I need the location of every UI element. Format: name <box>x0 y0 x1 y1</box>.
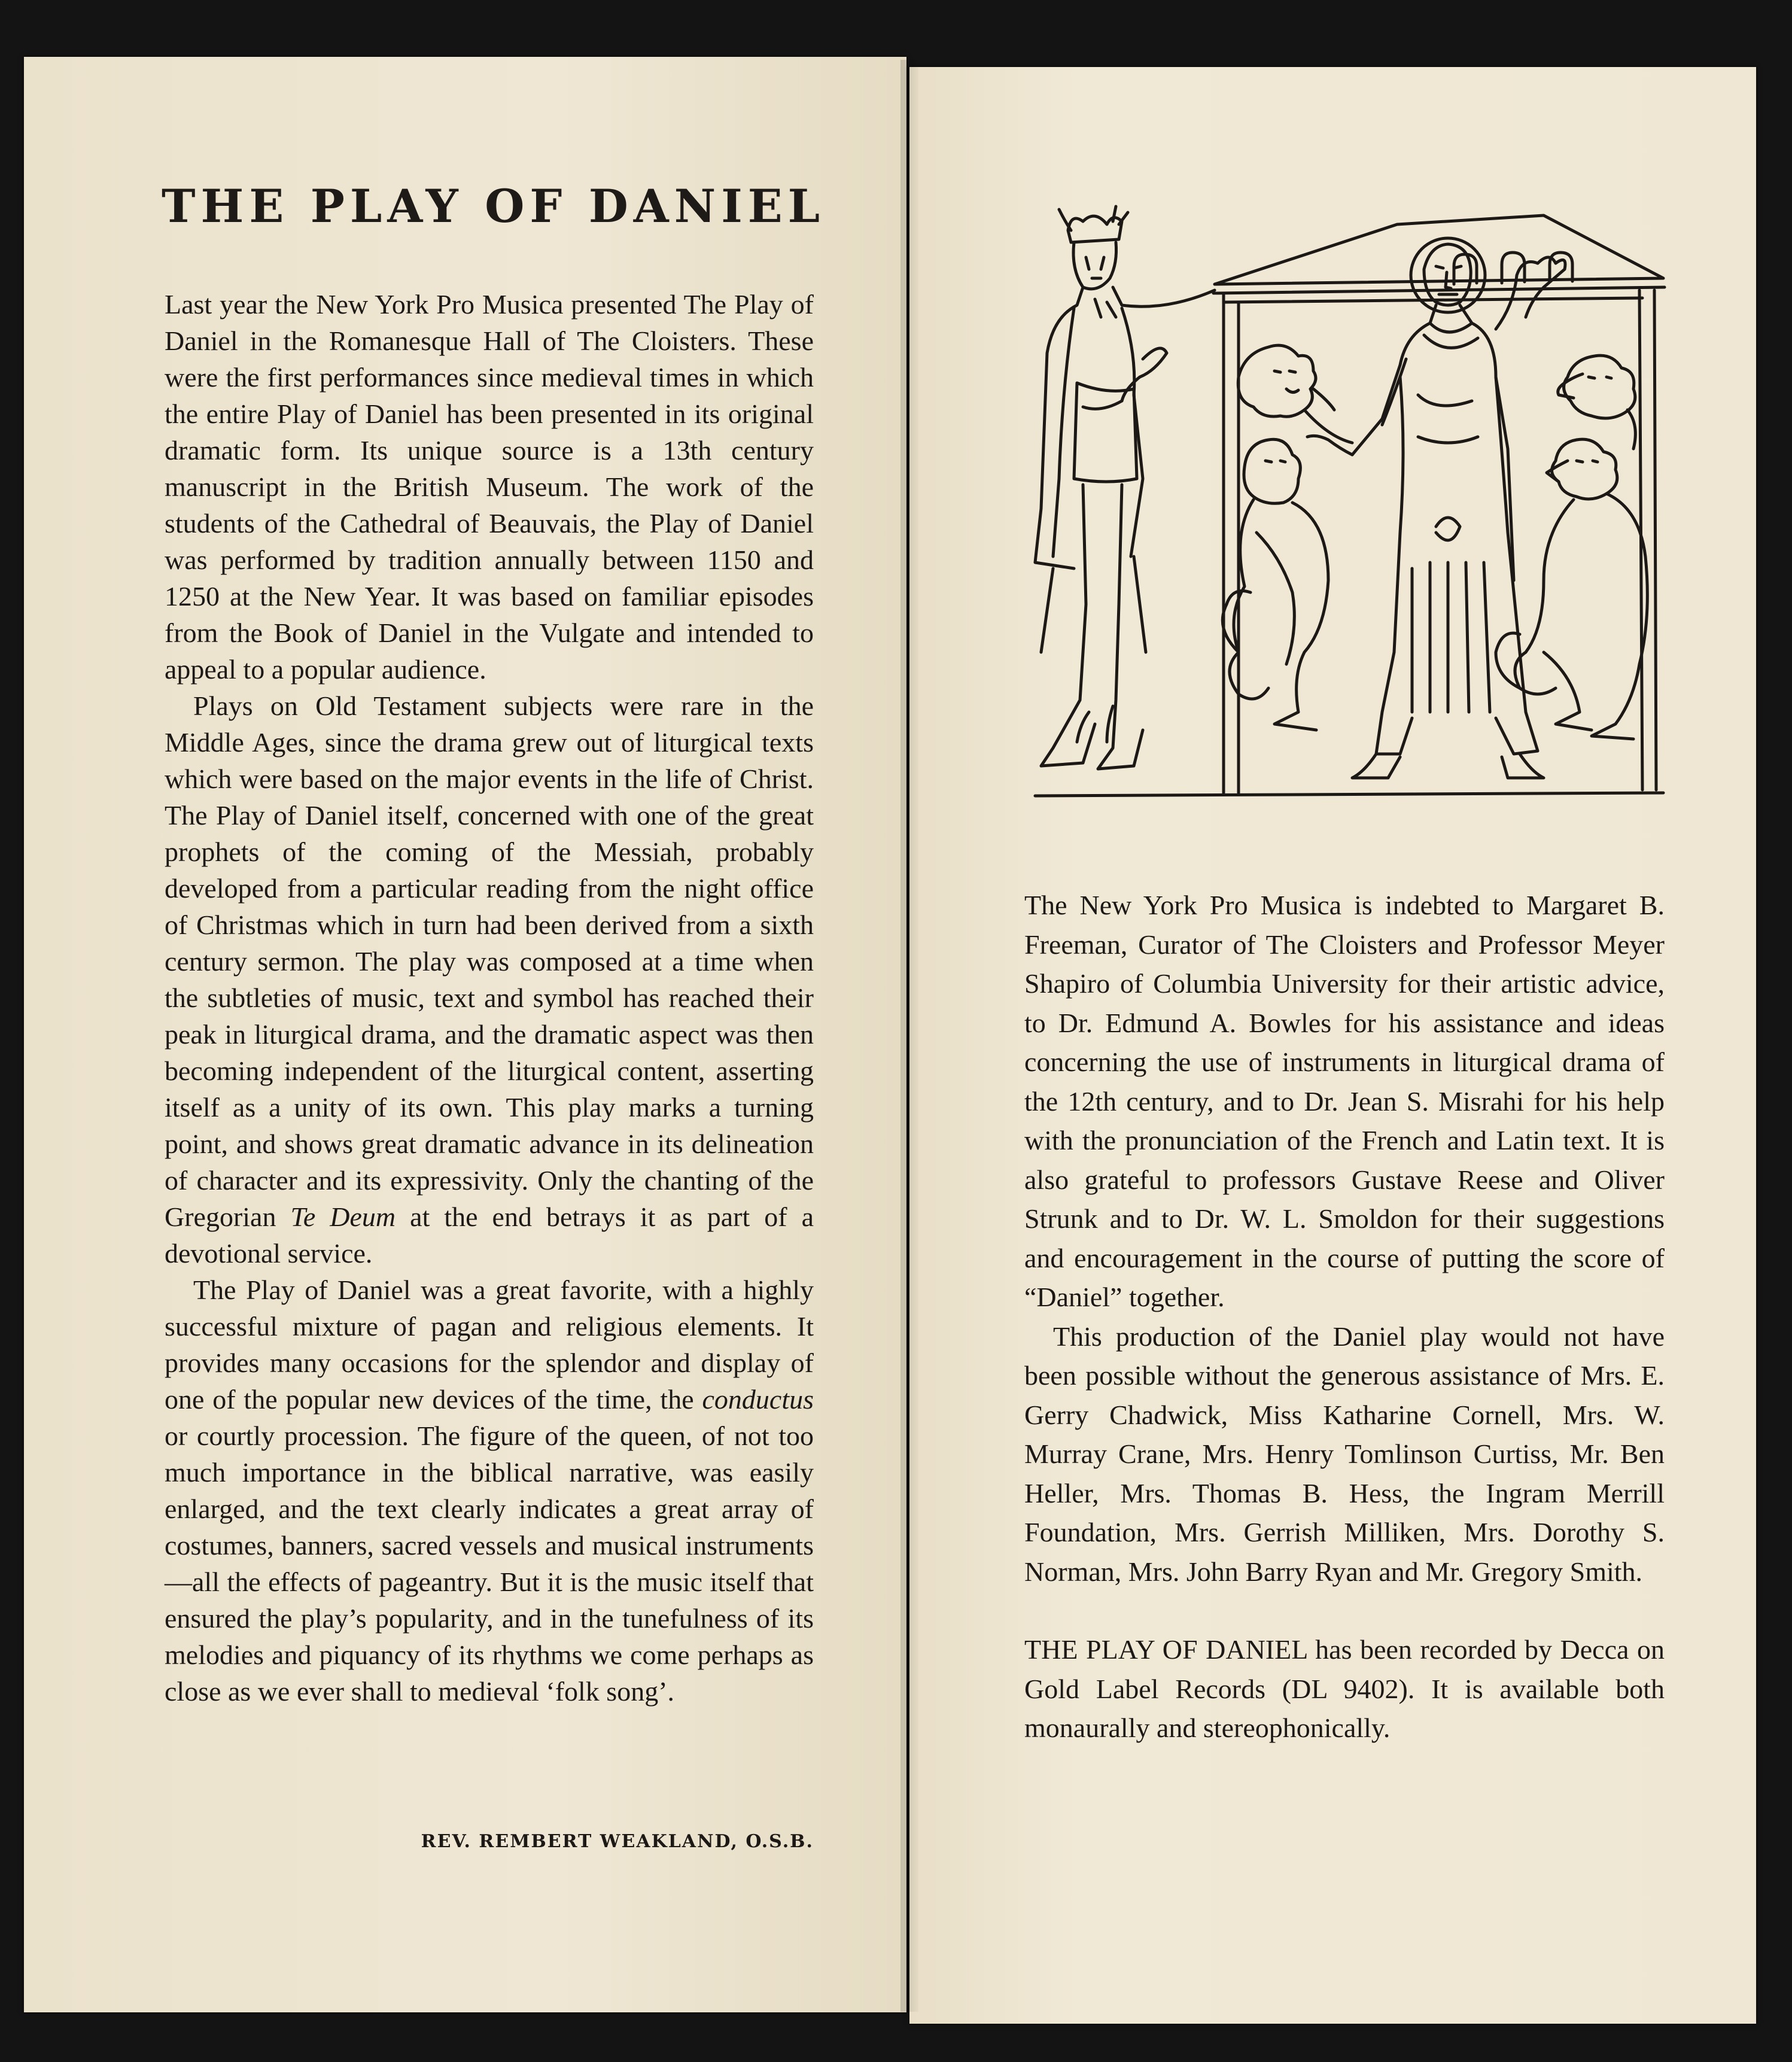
temple-column-left <box>1224 293 1239 793</box>
acknowledgements-paragraph-1: The New York Pro Musica is indebted to Margaret B. Freeman, Curator of The Cloisters and Professor Meyer Shapiro of Columbia University for their artistic advice, to Dr. Edmund A. Bowles for his assistance and ideas concerning the use of instruments in liturgical drama of the 12th century, and to Dr. Jean S. Misrahi for his help with the pronunciation of the French and Latin text. It is also grateful to professors Gustave Reese and Oliver Strunk and to Dr. W. L. Smoldon for their suggestions and encouragement in the course of putting the score of “Daniel” together. <box>1024 890 1665 1312</box>
acknowledgements-paragraph-2: This production of the Daniel play would not have been possible without the generous assistance of Mrs. E. Gerry Chadwick, Miss Katharine Cornell, Mrs. W. Murray Crane, Mrs. Henry Tomlinson Curtiss, Mr. Ben Heller, Mrs. Thomas B. Hess, the Ingram Merrill Foundation, Mrs. Gerrish Milliken, Mrs. Dorothy S. Norman, Mrs. John Barry Ryan and Mr. Gregory Smith. <box>1024 1321 1665 1587</box>
ground-line <box>1035 793 1663 796</box>
daniel-figure <box>1307 238 1565 778</box>
conductus-italic: conductus <box>702 1384 814 1415</box>
essay-paragraph-3-end: or courtly procession. The figure of the queen, of not too much importance in the biblical narrative, was easily enlarged, and the text clearly indicates a great array of costumes, banners, sacred vessels and musical instruments—all the effects of pageantry. But it is the music itself that ensured the play’s popularity, and in the tunefulness of its melodies and piquancy of its rhythms we come perhaps as close as we ever shall to medieval ‘folk song’. <box>165 1421 814 1707</box>
lion-upper-right <box>1558 355 1636 449</box>
essay-paragraph-2-text: Plays on Old Testament subjects were rare in the Middle Ages, since the drama grew out of liturgical texts which were based on the major events in the life of Christ. The Play of Daniel itself, concerned with one of the great prophets of the coming of the Messiah, probably developed from a particular reading from the night office of Christmas which in turn had been derived from a sixth century sermon. The play was composed at a time when the subtleties of music, text and symbol has reached their peak in liturgical drama, and the dramatic aspect was then becoming independent of the liturgical content, asserting itself as a unity of its own. This play marks a turning point, and shows great dramatic advance in its delineation of character and its expressivity. Only the chanting of the Gregorian <box>165 691 814 1232</box>
essay-paragraph-3-text: The Play of Daniel was a great favorite, with a highly successful mixture of pagan and religious elements. It provides many occasions for the splendor and display of one of the popular new devices of the time, the <box>165 1275 814 1415</box>
lion-upper-left <box>1238 345 1352 443</box>
essay-paragraph-2-end: at the end betrays it as part of a devotional service. <box>165 1202 814 1269</box>
acknowledgements-text <box>1024 886 1665 1748</box>
page-title: THE PLAY OF DANIEL <box>162 180 826 233</box>
essay-paragraph-3 <box>165 1272 814 1710</box>
king-figure <box>1035 206 1215 769</box>
author-signature: REV. REMBERT WEAKLAND, O.S.B. <box>421 1831 814 1852</box>
essay-paragraph-1: Last year the New York Pro Musica presented The Play of Daniel in the Romanesque Hall of The Cloisters. These were the first performances since medieval times in which the entire Play of Daniel has been presented in its original dramatic form. Its unique source is a 13th century manuscript in the British Museum. The work of the students of the Cathedral of Beauvais, the Play of Daniel was performed by tradition annually between 1150 and 1250 at the New Year. It was based on familiar episodes from the Book of Daniel in the Vulgate and intended to appeal to a popular audience. <box>165 289 814 685</box>
daniel-in-lions-den-illustration <box>1017 197 1675 802</box>
temple-roof <box>1215 215 1663 284</box>
essay-text <box>165 286 814 1710</box>
te-deum-italic: Te Deum <box>290 1202 396 1232</box>
recording-note: THE PLAY OF DANIEL has been recorded by Decca on Gold Label Records (DL 9402). It is available both monaurally and stereophonically. <box>1024 1634 1665 1743</box>
lion-lower-right <box>1496 439 1647 739</box>
center-fold <box>900 60 918 2012</box>
essay-paragraph-2 <box>165 688 814 1272</box>
